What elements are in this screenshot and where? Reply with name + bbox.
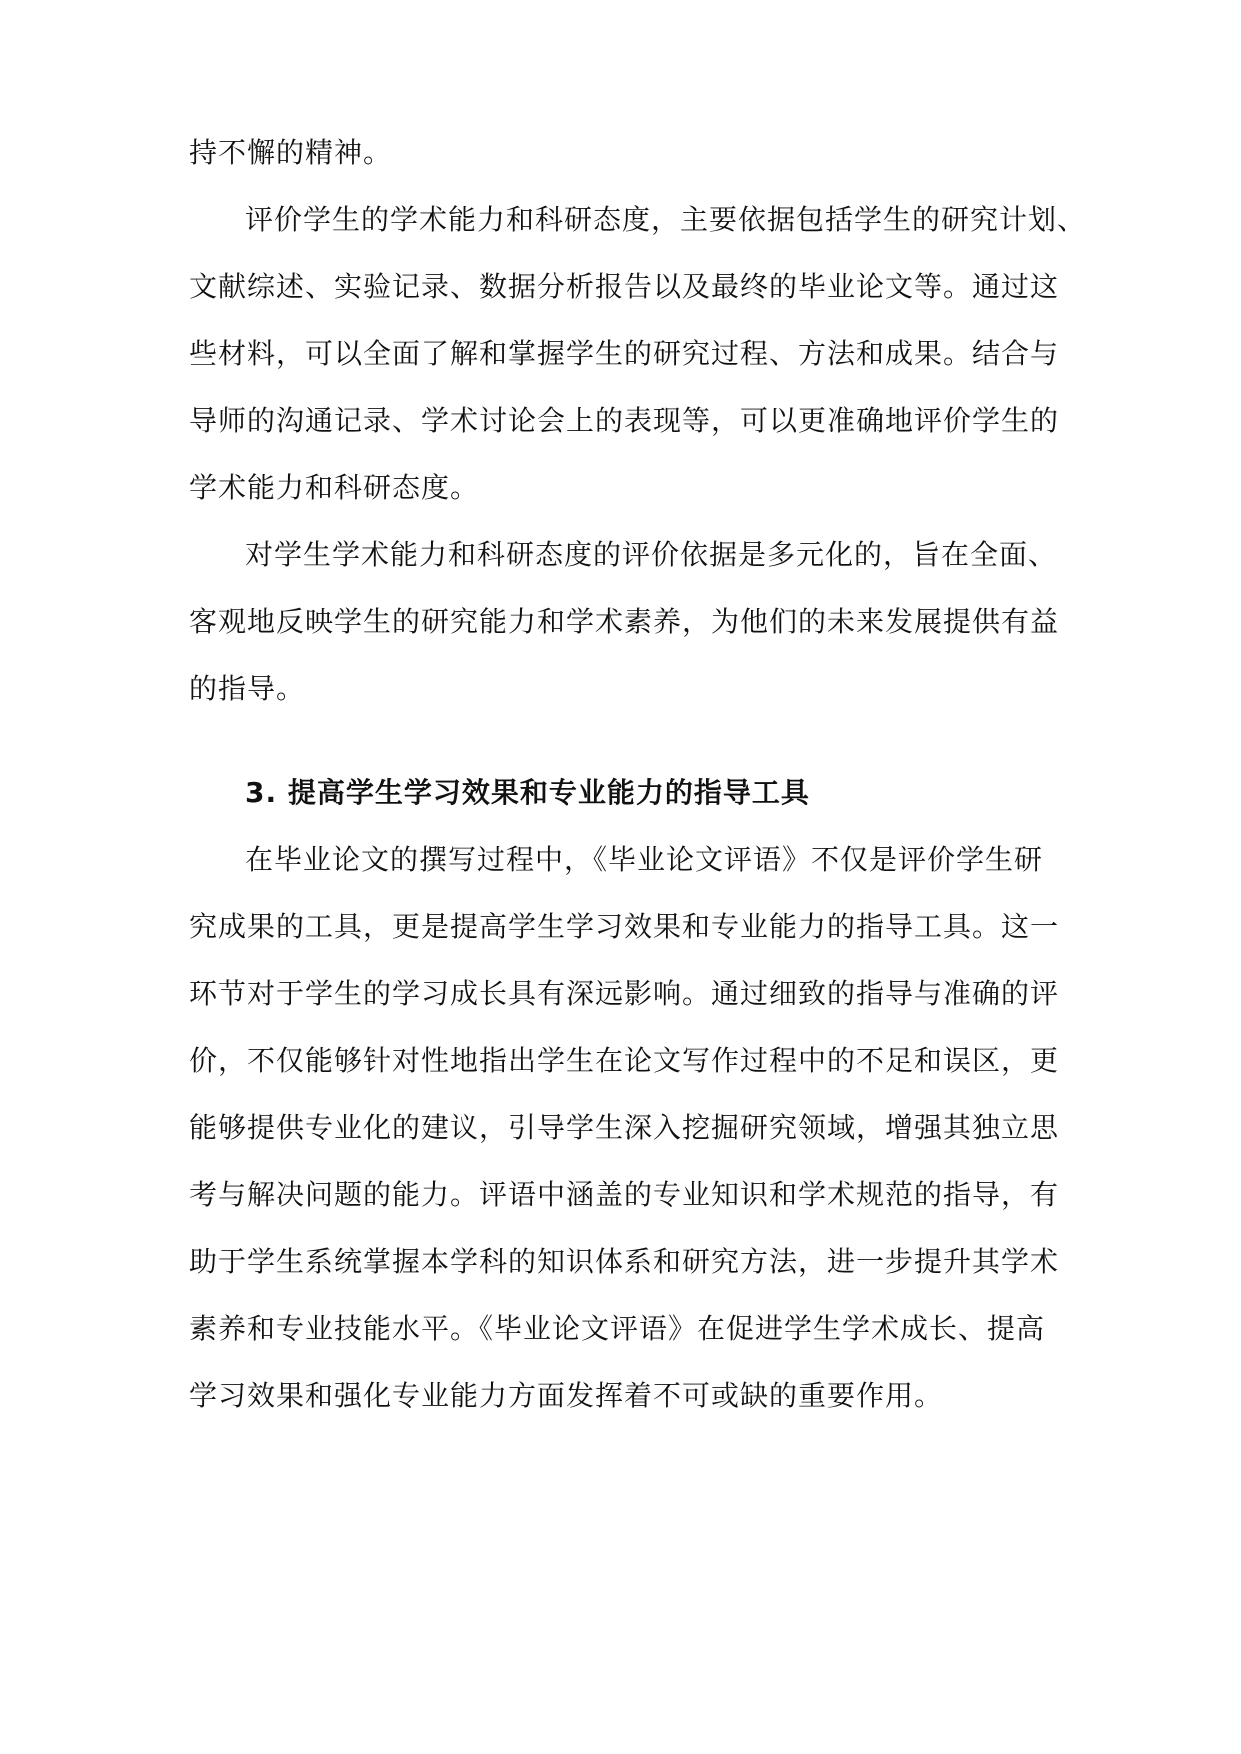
section-number: 3. (245, 776, 278, 809)
text-line: 评价学生的学术能力和科研态度，主要依据包括学生的研究计划、 (245, 203, 1087, 236)
text-line: 客观地反映学生的研究能力和学术素养，为他们的未来发展提供有益 (189, 605, 1060, 638)
text-line: 环节对于学生的学习成长具有深远影响。通过细致的指导与准确的评 (189, 977, 1060, 1010)
text-line: 学术能力和科研态度。 (189, 471, 480, 504)
text-line: 能够提供专业化的建议，引导学生深入挖掘研究领域，增强其独立思 (189, 1111, 1060, 1144)
text-line: 助于学生系统掌握本学科的知识体系和研究方法，进一步提升其学术 (189, 1245, 1060, 1278)
section-heading (245, 773, 810, 813)
text-line: 学习效果和强化专业能力方面发挥着不可或缺的重要作用。 (189, 1379, 944, 1412)
text-line: 考与解决问题的能力。评语中涵盖的专业知识和学术规范的指导，有 (189, 1178, 1060, 1211)
text-line: 对学生学术能力和科研态度的评价依据是多元化的，旨在全面、 (245, 538, 1058, 571)
text-line: 文献综述、实验记录、数据分析报告以及最终的毕业论文等。通过这 (189, 270, 1060, 303)
text-line: 的指导。 (189, 672, 306, 705)
text-line: 在毕业论文的撰写过程中，《毕业论文评语》不仅是评价学生研 (245, 843, 1044, 876)
section-title: 提高学生学习效果和专业能力的指导工具 (287, 776, 810, 809)
text-line: 价，不仅能够针对性地指出学生在论文写作过程中的不足和误区，更 (189, 1044, 1060, 1077)
text-line: 究成果的工具，更是提高学生学习效果和专业能力的指导工具。这一 (189, 910, 1060, 943)
text-line: 导师的沟通记录、学术讨论会上的表现等，可以更准确地评价学生的 (189, 404, 1060, 437)
text-line: 些材料，可以全面了解和掌握学生的研究过程、方法和成果。结合与 (189, 337, 1060, 370)
text-line: 持不懈的精神。 (189, 136, 393, 169)
text-line: 素养和专业技能水平。《毕业论文评语》在促进学生学术成长、提高 (189, 1312, 1046, 1345)
